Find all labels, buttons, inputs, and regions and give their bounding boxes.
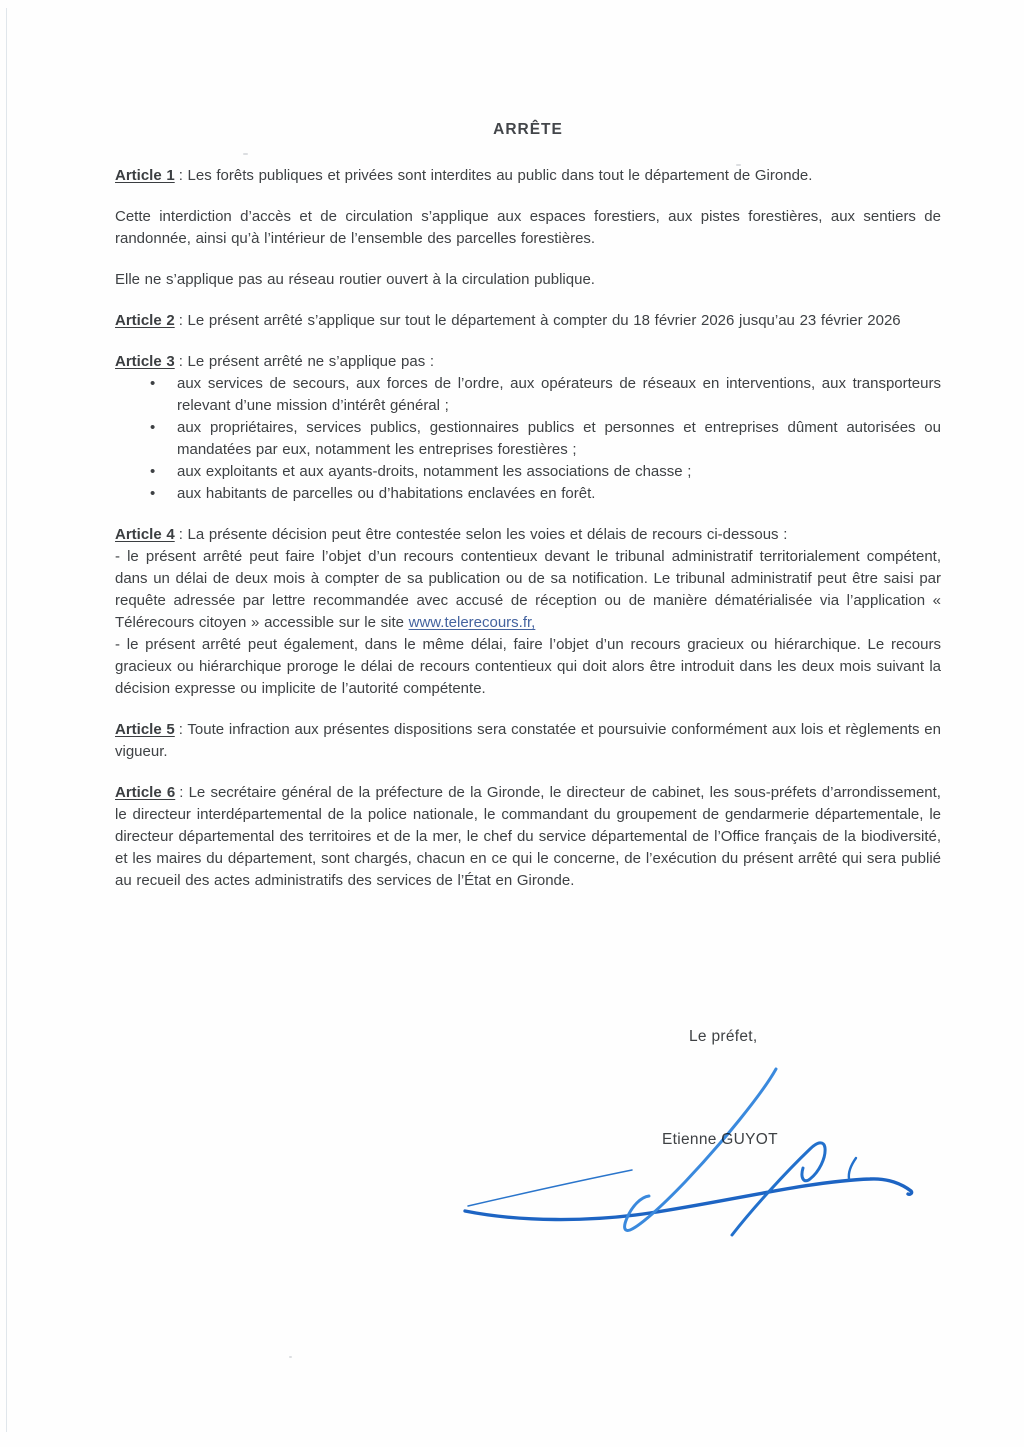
list-item-text: aux habitants de parcelles ou d’habitations enclavées en forêt. bbox=[177, 485, 596, 502]
article-3-paragraph bbox=[115, 351, 941, 373]
article-2-label: Article 2 bbox=[115, 312, 175, 329]
article-1-text: : Les forêts publiques et privées sont interdites au public dans tout le département de Gironde. bbox=[178, 167, 813, 184]
article-2-paragraph bbox=[115, 310, 941, 332]
signatory-name: Etienne GUYOT bbox=[662, 1131, 778, 1148]
access-restriction-paragraph: Cette interdiction d’accès et de circulation s’applique aux espaces forestiers, aux pistes forestières, aux sentiers de randonnée, ainsi qu’à l’intérieur de l’ensemble des parcelles forestières. bbox=[115, 208, 941, 247]
signature-stroke-sweep bbox=[465, 1179, 912, 1220]
document-body bbox=[115, 121, 941, 911]
handwritten-signature-ink bbox=[440, 1058, 960, 1248]
road-network-paragraph: Elle ne s’applique pas au réseau routier ouvert à la circulation publique. bbox=[115, 271, 595, 288]
article-6-paragraph bbox=[115, 782, 941, 892]
bullet-icon: • bbox=[150, 485, 156, 502]
list-item bbox=[150, 373, 941, 417]
bullet-icon: • bbox=[150, 419, 156, 436]
bullet-icon: • bbox=[150, 375, 156, 392]
article-4-recours-gracieux: - le présent arrêté peut également, dans le même délai, faire l’objet d’un recours gracieux ou hiérarchique. Le recours gracieux ou hiérarchique proroge le délai de recours contentieux qui doit alors être introduit dans les deux mois suivant la décision expresse ou implicite de l’autorité compétente. bbox=[115, 636, 941, 697]
signature-stroke-apostrophe bbox=[849, 1158, 856, 1179]
list-item-text: aux propriétaires, services publics, gestionnaires publics et personnes et entreprises dûment autorisées ou mandatées par eux, notamment les entreprises forestières ; bbox=[177, 419, 941, 458]
article-3-label: Article 3 bbox=[115, 353, 175, 370]
article-5-label: Article 5 bbox=[115, 721, 175, 738]
bullet-icon: • bbox=[150, 463, 156, 480]
article-2-text: : Le présent arrêté s’applique sur tout le département à compter du 18 février 2026 jusqu’au 23 février 2026 bbox=[178, 312, 901, 329]
article-1-paragraph bbox=[115, 165, 941, 187]
signature-stroke-chevron bbox=[468, 1170, 632, 1206]
document-title: ARRÊTE bbox=[493, 121, 563, 138]
list-item bbox=[150, 483, 941, 505]
list-item-text: aux exploitants et aux ayants-droits, notamment les associations de chasse ; bbox=[177, 463, 692, 480]
scan-edge-artifact bbox=[6, 8, 7, 1432]
article-5-text: : Toute infraction aux présentes dispositions sera constatée et poursuivie conformément aux lois et règlements en vigueur. bbox=[115, 721, 941, 760]
article-1-label: Article 1 bbox=[115, 167, 175, 184]
article-5-paragraph bbox=[115, 719, 941, 763]
telerecours-link[interactable]: www.telerecours.fr, bbox=[408, 614, 536, 631]
article-4-intro: : La présente décision peut être contestée selon les voies et délais de recours ci-dessous : bbox=[178, 526, 788, 543]
list-item bbox=[150, 417, 941, 461]
list-item bbox=[150, 461, 941, 483]
list-item-text: aux services de secours, aux forces de l’ordre, aux opérateurs de réseaux en interventions, aux transporteurs relevant d’une mission d’intérêt général ; bbox=[177, 375, 941, 414]
scan-speck bbox=[289, 1356, 292, 1358]
article-3-text: : Le présent arrêté ne s’applique pas : bbox=[178, 353, 435, 370]
article-4-paragraph bbox=[115, 524, 941, 700]
article-6-label: Article 6 bbox=[115, 784, 176, 801]
article-4-recours-contentieux: - le présent arrêté peut faire l’objet d’un recours contentieux devant le tribunal administratif territorialement compétent, dans un délai de deux mois à compter de sa publication ou de sa notification. Le tribunal administratif peut être saisi par requête adressée par lettre recommandée avec accusé de réception ou de manière dématérialisée via l’application « Télérecours citoyen » accessible sur le site bbox=[115, 548, 941, 631]
signatory-role: Le préfet, bbox=[689, 1028, 758, 1045]
article-3-exception-list bbox=[115, 373, 941, 505]
article-6-text: : Le secrétaire général de la préfecture de la Gironde, le directeur de cabinet, les sous-préfets d’arrondissement, le directeur interdépartemental de la police nationale, le commandant du groupement de gendarmerie départementale, le directeur départemental des territoires et de la mer, le chef du service départemental de l’Office français de la biodiversité, et les maires du département, sont chargés, chacun en ce qui le concerne, de l’exécution du présent arrêté qui sera publié au recueil des actes administratifs des services de l’État en Gironde. bbox=[115, 784, 941, 889]
article-4-label: Article 4 bbox=[115, 526, 175, 543]
